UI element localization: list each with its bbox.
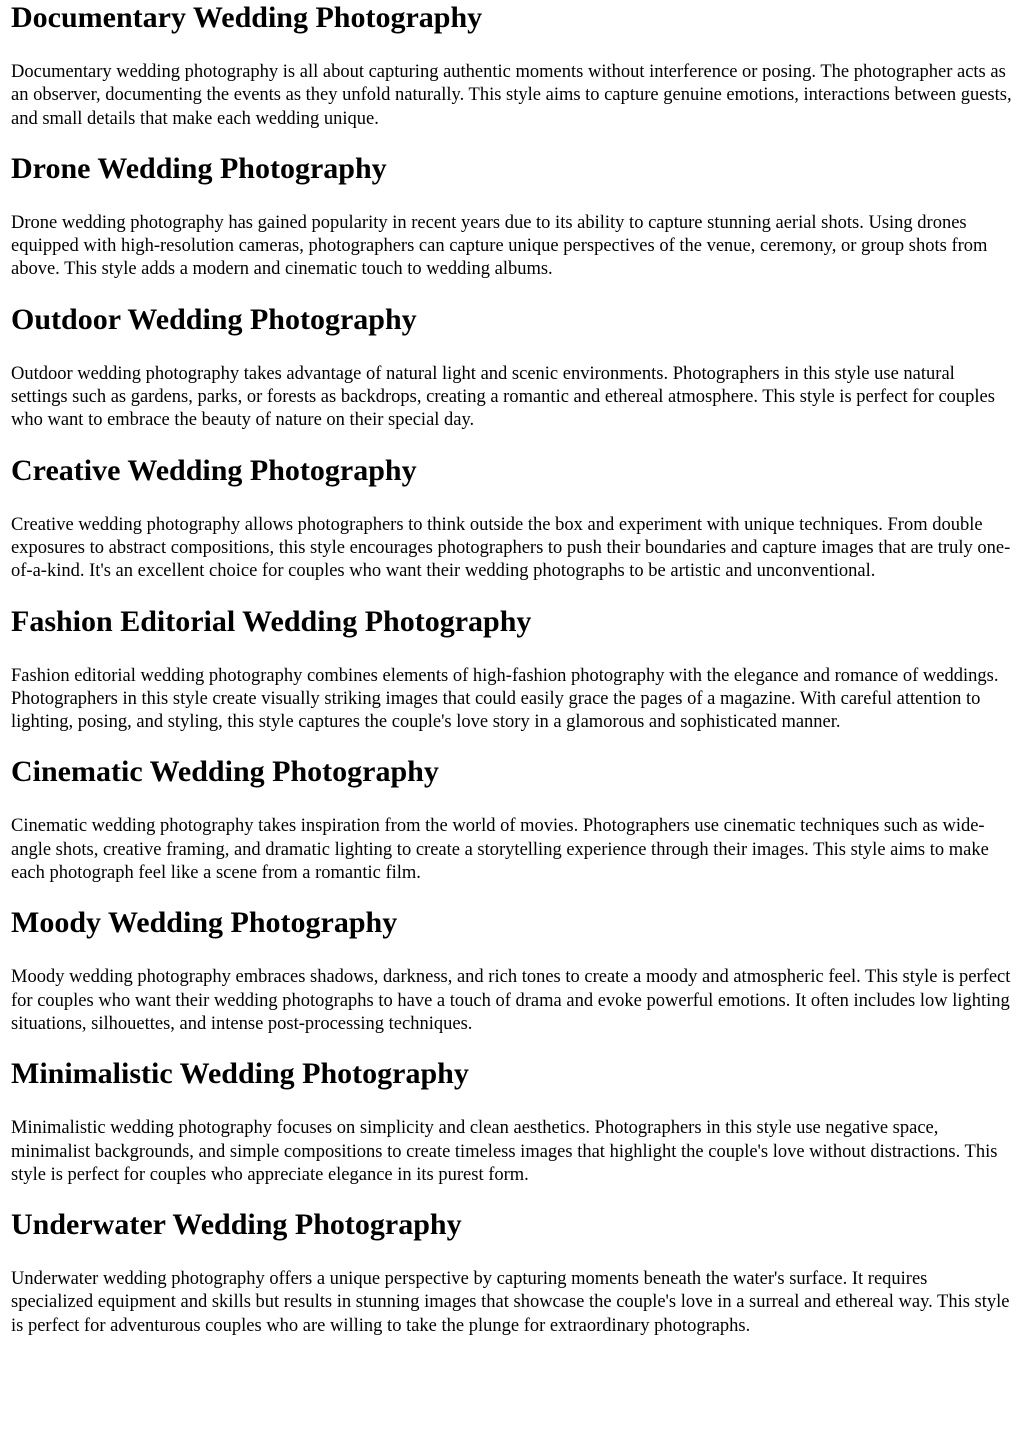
section-paragraph: Cinematic wedding photography takes inspiration from the world of movies. Photographers use cinematic techniques such as wide-angle shots, creative framing, and dramatic lighting to create a storytelling experience through their images. This style aims to make each photograph feel like a scene from a romantic film.	[11, 816, 989, 884]
section-cinematic	[11, 754, 1013, 905]
section-heading: Fashion Editorial Wedding Photography	[11, 604, 532, 638]
section-outdoor	[11, 302, 1013, 453]
section-paragraph: Minimalistic wedding photography focuses on simplicity and clean aesthetics. Photographers in this style use negative space, minimalist backgrounds, and simple compositions to create timeless images that highlight the couple's love without distractions. This style is perfect for couples who appreciate elegance in its purest form.	[11, 1118, 998, 1185]
section-moody	[11, 905, 1013, 1056]
section-heading: Moody Wedding Photography	[11, 906, 398, 940]
section-heading: Minimalistic Wedding Photography	[11, 1057, 469, 1091]
section-heading: Cinematic Wedding Photography	[11, 755, 439, 789]
section-heading: Drone Wedding Photography	[11, 151, 387, 185]
section-paragraph: Drone wedding photography has gained popularity in recent years due to its ability to capture stunning aerial shots. Using drones equipped with high-resolution cameras, photographers can capture unique perspectives of the venue, ceremony, or group shots from above. This style adds a modern and cinematic touch to wedding albums.	[11, 212, 988, 280]
section-heading: Underwater Wedding Photography	[11, 1208, 462, 1242]
section-paragraph: Outdoor wedding photography takes advantage of natural light and scenic environments. Photographers in this style use natural settings such as gardens, parks, or forests as backdrops, creating a romantic and ethereal atmosphere. This style is perfect for couples who want to embrace the beauty of nature on their special day.	[11, 363, 995, 431]
section-paragraph: Moody wedding photography embraces shadows, darkness, and rich tones to create a moody and atmospheric feel. This style is perfect for couples who want their wedding photographs to have a touch of drama and evoke powerful emotions. It often includes low lighting situations, silhouettes, and intense post-processing techniques.	[11, 967, 1011, 1034]
section-drone	[11, 151, 1013, 302]
section-paragraph: Documentary wedding photography is all about capturing authentic moments without interference or posing. The photographer acts as an observer, documenting the events as they unfold naturally. This style aims to capture genuine emotions, interactions between guests, and small details that make each wedding unique.	[11, 62, 1012, 129]
section-documentary	[11, 0, 1013, 151]
section-creative	[11, 453, 1013, 604]
section-underwater	[11, 1207, 1013, 1358]
section-heading: Creative Wedding Photography	[11, 453, 417, 487]
section-paragraph: Fashion editorial wedding photography combines elements of high-fashion photography with the elegance and romance of weddings. Photographers in this style create visually striking images that could easily grace the pages of a magazine. With careful attention to lighting, posing, and styling, this style captures the couple's love story in a glamorous and sophisticated manner.	[11, 665, 999, 733]
section-paragraph: Creative wedding photography allows photographers to think outside the box and experiment with unique techniques. From double exposures to abstract compositions, this style encourages photographers to push their boundaries and capture images that are truly one-of-a-kind. It's an excellent choice for couples who want their wedding photographs to be artistic and unconventional.	[11, 514, 1011, 582]
section-paragraph: Underwater wedding photography offers a unique perspective by capturing moments beneath the water's surface. It requires specialized equipment and skills but results in stunning images that showcase the couple's love in a surreal and ethereal way. This style is perfect for adventurous couples who are willing to take the plunge for extraordinary photographs.	[11, 1269, 1010, 1336]
section-heading: Documentary Wedding Photography	[11, 1, 483, 34]
section-minimalistic	[11, 1056, 1013, 1207]
section-fashion-editorial	[11, 604, 1013, 755]
section-heading: Outdoor Wedding Photography	[11, 302, 417, 336]
